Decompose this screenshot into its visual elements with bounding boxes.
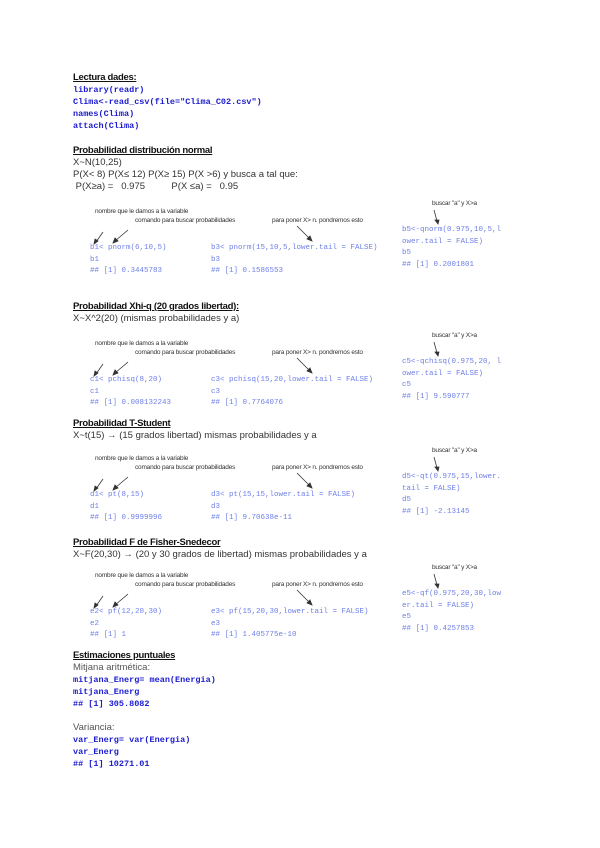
code-block [211, 490, 355, 525]
code-line: ## [1] 0.2001801 [402, 260, 475, 269]
code-block [402, 472, 502, 518]
annotation-name: nombre que le damos a la variable [95, 208, 189, 215]
tstudent-text: X~t(15) → (15 grados libertad) mismas probabilidades y a [73, 430, 317, 441]
code-line: b1< pnorm(6,10,5) [90, 244, 167, 252]
normal-block [0, 200, 600, 285]
code-block [90, 490, 162, 525]
code-block [90, 607, 162, 642]
annotation-greater: para poner X> n. pondremos esto [272, 349, 363, 356]
code-line: ## [1] 0.008132243 [90, 399, 172, 407]
code-line: e5 [402, 613, 412, 621]
chi-heading: Probabilidad Xhi-q (20 grados libertad): [73, 301, 239, 312]
code-block [90, 243, 167, 278]
mean-code [73, 674, 216, 710]
code-line: e2< pf(12,20,30) [90, 608, 163, 616]
code-block [211, 375, 373, 410]
fisher-heading: Probabilidad F de Fisher-Snedecor [73, 537, 221, 548]
code-line: b5 [402, 249, 412, 257]
code-line: ## [1] 0.9999996 [90, 514, 163, 522]
annotation-greater: para poner X> n. pondremos esto [272, 217, 363, 224]
code-block [402, 225, 502, 271]
code-line: e5<-qf(0.975,20,30,lower.tail = FALSE) [402, 590, 502, 610]
text-line: X~N(10,25) [73, 157, 122, 168]
lectura-code [73, 84, 262, 132]
code-line: b5<-qnorm(0.975,10,5,lower.tail = FALSE) [402, 226, 502, 246]
code-line: c3 [211, 387, 221, 396]
annotation-command: comando para buscar probabilidades [135, 217, 236, 224]
code-line: d1< pt(8,15) [90, 491, 145, 499]
code-line: ## [1] 9.70638e-11 [211, 514, 293, 522]
annotation-greater: para poner X> n. pondremos esto [272, 464, 363, 471]
annotation-command: comando para buscar probabilidades [135, 464, 236, 471]
code-line: c1 [90, 387, 100, 396]
code-line: d3< pt(15,15,lower.tail = FALSE) [211, 491, 356, 499]
code-line: d1 [90, 502, 100, 511]
chi-text: X~X^2(20) (mismas probabilidades y a) [73, 313, 240, 324]
annotation-greater: para poner X> n. pondremos esto [272, 581, 363, 588]
annotation-search: buscar "a" y X>a [432, 200, 477, 207]
code-line: d3 [211, 502, 221, 511]
mean-label: Mitjana aritmética: [73, 662, 151, 673]
code-line: e3< pf(15,20,30,lower.tail = FALSE) [211, 608, 369, 616]
code-line: c5 [402, 381, 412, 389]
annotation-search: buscar "a" y X>a [432, 332, 477, 339]
annotation-name: nombre que le damos a la variable [95, 572, 189, 579]
annotation-search: buscar "a" y X>a [432, 447, 477, 454]
code-line: b1 [90, 255, 100, 264]
code-line: ## [1] 0.7764076 [211, 399, 284, 407]
annotation-search: buscar "a" y X>a [432, 564, 477, 571]
estimaciones-heading: Estimaciones puntuales [73, 650, 176, 661]
code-line: var_Energ [73, 747, 119, 757]
code-line: Clima<-read_csv(file="Clima_C02.csv") [73, 97, 262, 107]
code-block [402, 589, 502, 635]
code-line: e3 [211, 619, 221, 628]
code-line: ## [1] -2.13145 [402, 507, 470, 516]
fisher-text: X~F(20,30) → (20 y 30 grados de libertad) mismas probabilidades y a [73, 549, 367, 560]
code-line: ## [1] 10271.01 [73, 759, 150, 769]
text-line: P(X< 8) P(X≤ 12) P(X≥ 15) P(X >6) y busca a tal que: [73, 169, 298, 180]
normal-heading: Probabilidad distribución normal [73, 145, 213, 156]
code-line: ## [1] 0.4257853 [402, 624, 475, 633]
code-line: ## [1] 0.1586553 [211, 267, 284, 275]
code-line: ## [1] 305.8082 [73, 699, 150, 709]
code-line: c1< pchisq(8,20) [90, 376, 163, 384]
annotation-command: comando para buscar probabilidades [135, 581, 236, 588]
annotation-name: nombre que le damos a la variable [95, 340, 189, 347]
code-block [211, 243, 378, 278]
var-code [73, 734, 190, 770]
code-line: b3 [211, 255, 221, 264]
annotation-command: comando para buscar probabilidades [135, 349, 236, 356]
code-line: library(readr) [73, 85, 145, 95]
code-line: d5 [402, 496, 412, 504]
code-block [402, 357, 502, 403]
lectura-heading: Lectura dades: [73, 72, 137, 83]
code-line: ## [1] 9.590777 [402, 392, 470, 401]
fisher-block [0, 564, 600, 649]
code-line: mitjana_Energ [73, 687, 140, 697]
tstudent-block [0, 447, 600, 532]
code-line: b3< pnorm(15,10,5,lower.tail = FALSE) [211, 244, 378, 252]
var-label: Variancia: [73, 722, 115, 733]
code-line: ## [1] 1 [90, 631, 127, 639]
code-line: c5<-qchisq(0.975,20, lower.tail = FALSE) [402, 358, 502, 378]
code-line: ## [1] 0.3445783 [90, 267, 163, 275]
code-line: ## [1] 1.405775e-10 [211, 631, 297, 639]
code-line: attach(Clima) [73, 121, 140, 131]
code-line: mitjana_Energ= mean(Energia) [73, 675, 216, 685]
text-line: P(X≥a) = 0.975 P(X ≤a) = 0.95 [73, 181, 239, 192]
code-line: c3< pchisq(15,20,lower.tail = FALSE) [211, 376, 374, 384]
code-line: d5<-qt(0.975,15,lower.tail = FALSE) [402, 473, 502, 493]
code-line: var_Energ= var(Energia) [73, 735, 191, 745]
normal-text [73, 157, 298, 193]
code-line: names(Clima) [73, 109, 135, 119]
code-block [90, 375, 171, 410]
annotation-name: nombre que le damos a la variable [95, 455, 189, 462]
chi-block [0, 332, 600, 417]
code-line: e2 [90, 619, 100, 628]
code-block [211, 607, 369, 642]
tstudent-heading: Probabilidad T-Student [73, 418, 171, 429]
